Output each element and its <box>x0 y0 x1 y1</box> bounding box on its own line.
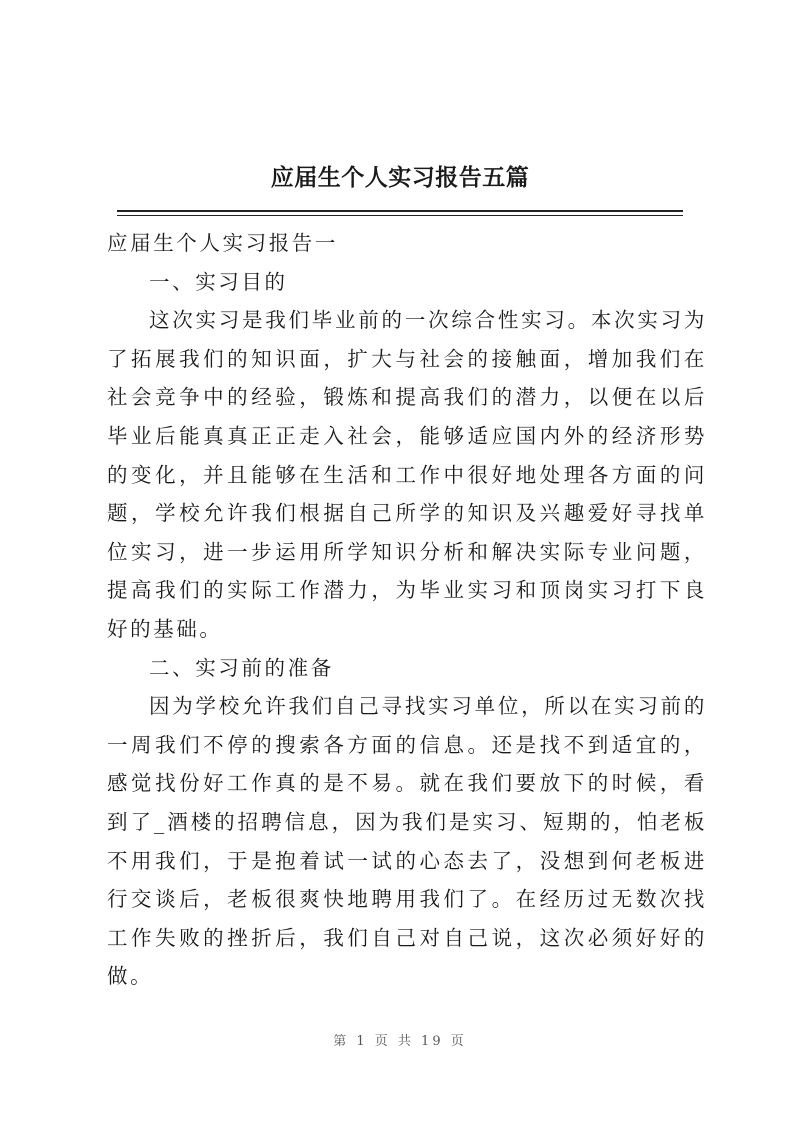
section-paragraph-preparation: 因为学校允许我们自己寻找实习单位，所以在实习前的一周我们不停的搜索各方面的信息。还是找不到适宜的，感觉找份好工作真的是不易。就在我们要放下的时候，看到了_酒楼的招聘信息，因为我们是实习、短期的，怕老板不用我们，于是抱着试一试的心态去了，没想到何老板进行交谈后，老板很爽快地聘用我们了。在经历过无数次找工作失败的挫折后，我们自己对自己说，这次必须好好的做。 <box>107 694 707 989</box>
page-title: 应届生个人实习报告五篇 <box>270 164 530 191</box>
page-footer: 第 1 页 共 19 页 <box>333 1034 467 1049</box>
section-heading-preparation: 二、实习前的准备 <box>149 655 334 680</box>
section-heading-purpose: 一、实习目的 <box>149 269 288 294</box>
section-paragraph-purpose: 这次实习是我们毕业前的一次综合性实习。本次实习为了拓展我们的知识面，扩大与社会的接触面，增加我们在社会竞争中的经验，锻炼和提高我们的潜力，以便在以后毕业后能真真正正走入社会，能够适应国内外的经济形势的变化，并且能够在生活和工作中很好地处理各方面的问题，学校允许我们根据自己所学的知识及兴趣爱好寻找单位实习，进一步运用所学知识分析和解决实际专业问题，提高我们的实际工作潜力，为毕业实习和顶岗实习打下良好的基础。 <box>107 308 707 641</box>
title-divider-thin <box>117 215 683 216</box>
document-body <box>107 224 707 996</box>
report-subtitle: 应届生个人实习报告一 <box>107 231 338 255</box>
title-divider <box>117 210 683 212</box>
